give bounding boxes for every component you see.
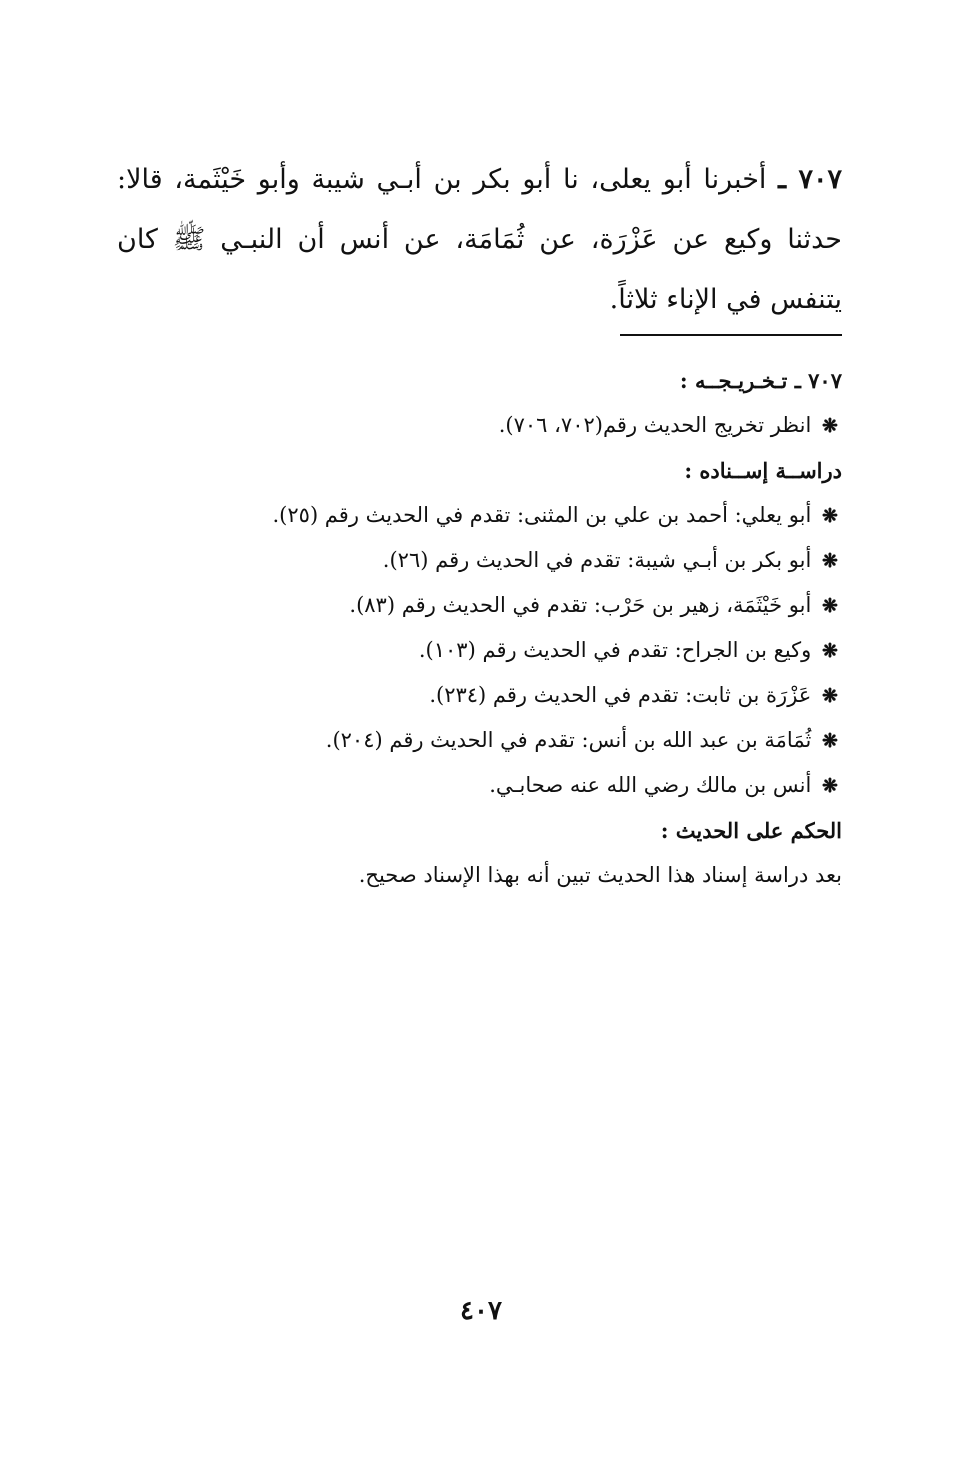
narrator-text: أنس بن مالك رضي الله عنه صحابـي. xyxy=(489,773,812,797)
narrator-item xyxy=(122,718,842,763)
narrator-item xyxy=(122,628,842,673)
bullet-star-icon: ❋ xyxy=(822,685,838,707)
takhrij-heading: ٧٠٧ ـ تـخـريـجــه : xyxy=(679,368,842,393)
page-number: ٤٠٧ xyxy=(460,1296,502,1326)
narrator-item xyxy=(122,583,842,628)
footnote-divider xyxy=(620,334,842,336)
narrator-text: ثُمَامَة بن عبد الله بن أنس: تقدم في الحديث رقم (٢٠٤). xyxy=(325,728,812,752)
ruling-heading: الحكم على الحديث : xyxy=(660,818,842,843)
narrator-item xyxy=(122,538,842,583)
hadith-number: ٧٠٧ ـ xyxy=(778,164,842,195)
hadith-body: أخبرنا أبو يعلى، نا أبو بكر بن أبـي شيبة وأبو خَيْثَمة، قالا: حدثنا وكيع عن عَزْرَة، عن ثُمَامَة، عن أنس أن النبـي ﷺ كان يتنفس في الإناء ثلاثاً. xyxy=(117,164,842,315)
ruling-text: بعد دراسة إسناد هذا الحديث تبين أنه بهذا الإسناد صحيح. xyxy=(358,863,842,887)
takhrij-text: انظر تخريج الحديث رقم(٧٠٢، ٧٠٦). xyxy=(498,413,812,437)
bullet-star-icon: ❋ xyxy=(822,505,838,527)
bullet-star-icon: ❋ xyxy=(822,550,838,572)
isnad-heading: دراســة إســناده : xyxy=(684,458,842,483)
takhrij-item xyxy=(122,403,842,448)
narrator-text: عَزْرَة بن ثابت: تقدم في الحديث رقم (٢٣٤). xyxy=(429,683,812,707)
bullet-star-icon: ❋ xyxy=(822,775,838,797)
narrator-item xyxy=(122,493,842,538)
narrator-item xyxy=(122,673,842,718)
hadith-main-text xyxy=(117,150,842,330)
narrator-item xyxy=(122,763,842,808)
narrator-text: أبو خَيْثَمَة، زهير بن حَرْب: تقدم في الحديث رقم (٨٣). xyxy=(349,593,812,617)
bullet-star-icon: ❋ xyxy=(822,415,838,437)
footnotes xyxy=(122,358,842,898)
narrator-text: أبو بكر بن أبـي شيبة: تقدم في الحديث رقم (٢٦). xyxy=(382,548,812,572)
bullet-star-icon: ❋ xyxy=(822,730,838,752)
bullet-star-icon: ❋ xyxy=(822,595,838,617)
bullet-star-icon: ❋ xyxy=(822,640,838,662)
narrator-text: وكيع بن الجراح: تقدم في الحديث رقم (١٠٣). xyxy=(418,638,812,662)
narrator-text: أبو يعلي: أحمد بن علي بن المثنى: تقدم في الحديث رقم (٢٥). xyxy=(272,503,812,527)
